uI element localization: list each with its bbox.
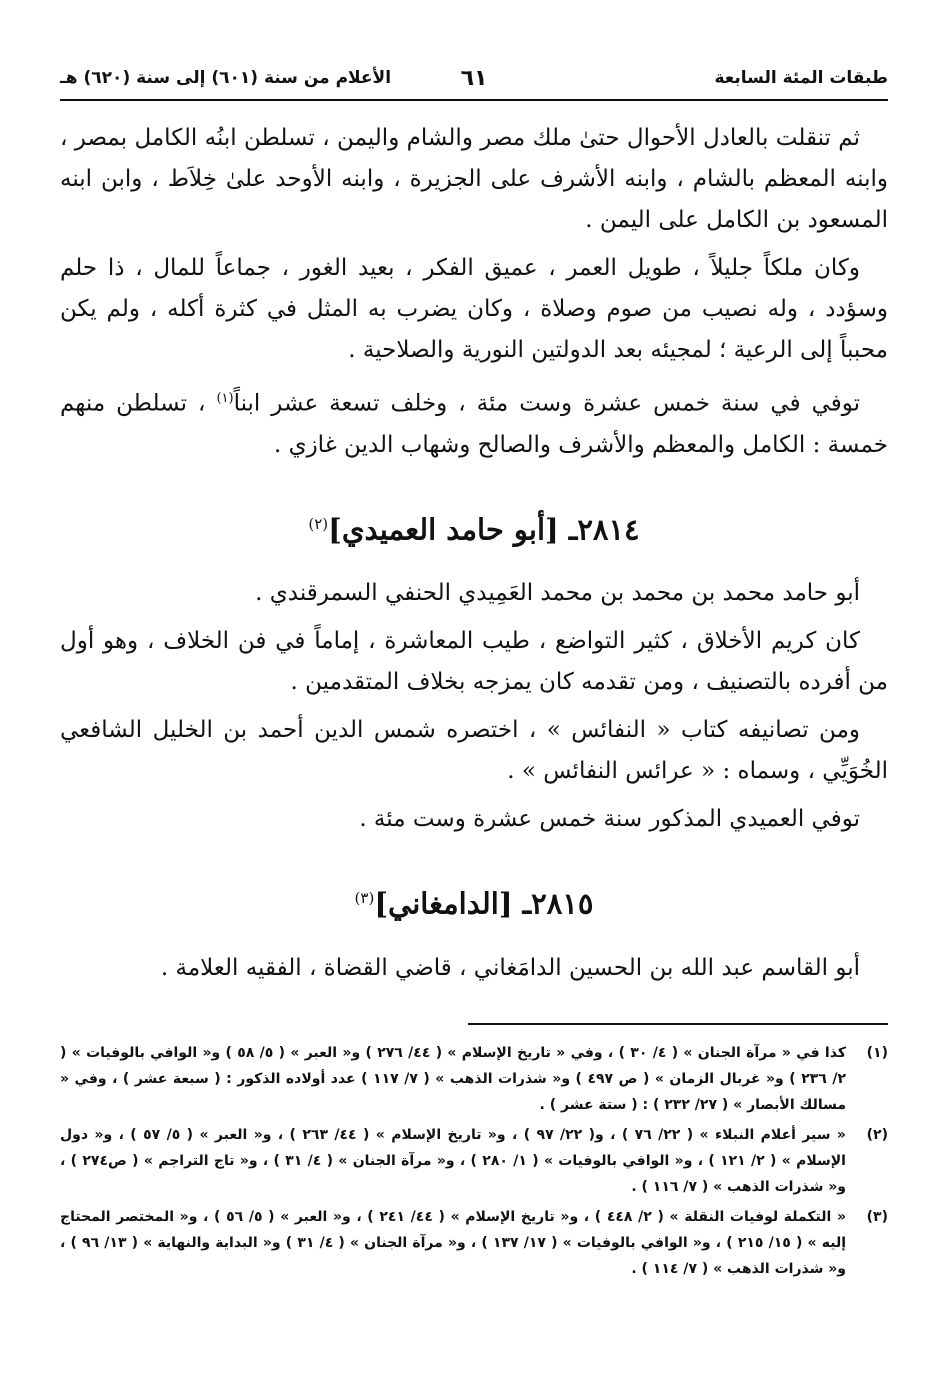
page-number: ٦١ bbox=[460, 66, 488, 91]
header-section-title: طبقات المئة السابعة bbox=[714, 68, 888, 88]
entry-title: ٢٨١٤ـ [أبو حامد العميدي] bbox=[328, 512, 640, 547]
paragraph-death bbox=[60, 378, 888, 466]
entry-title: ٢٨١٥ـ [الدامغاني] bbox=[374, 886, 594, 921]
footnote-number: (٣) bbox=[866, 1209, 888, 1225]
footnote-2 bbox=[60, 1122, 888, 1200]
main-text bbox=[60, 118, 888, 996]
paragraph: أبو القاسم عبد الله بن الحسين الدامَغاني ، قاضي القضاة ، الفقيه العلامة . bbox=[160, 954, 860, 981]
footnote-ref-3: (٣) bbox=[354, 889, 375, 908]
footnote-number: (٢) bbox=[866, 1127, 888, 1143]
running-header bbox=[60, 62, 888, 98]
footnotes bbox=[60, 1040, 888, 1286]
entry-heading-2815 bbox=[60, 876, 888, 926]
footnote-ref-1: (١) bbox=[216, 391, 234, 406]
footnote-number: (١) bbox=[866, 1045, 888, 1061]
paragraph: ومن تصانيفه كتاب « النفائس » ، اختصره شمس الدين أحمد بن الخليل الشافعي الخُوَيِّي ، وسماه : « عرائس النفائس » . bbox=[60, 717, 888, 785]
footnote-divider bbox=[468, 1023, 888, 1025]
footnote-text: « سير أعلام النبلاء » ( ٢٢/ ٧٦ ) ، و( ٢٢/ ٩٧ ) ، و« تاريخ الإسلام » ( ٤٤/ ٢٦٣ ) ، و« العبر » ( ٥/ ٥٧ ) ، و« دول الإسلام » ( ٢/ ١٢١ ) ، و« الوافي بالوفيات » ( ١/ ٢٨٠ ) ، و« مرآة الجنان » ( ٤/ ٣١ ) ، و« تاج التراجم » ( ص٢٧٤ ) ، و« شذرات الذهب » ( ٧/ ١١٦ ) . bbox=[60, 1127, 846, 1195]
header-year-range: الأعلام من سنة (٦٠١) إلى سنة (٦٢٠) هـ bbox=[60, 68, 392, 88]
paragraph: ثم تنقلت بالعادل الأحوال حتىٰ ملك مصر والشام واليمن ، تسلطن ابنُه الكامل بمصر ، وابنه المعظم بالشام ، وابنه الأشرف على الجزيرة ، وابنه الأوحد علىٰ خِلاَط ، وابن ابنه المسعود بن الكامل على اليمن . bbox=[60, 125, 888, 233]
entry-heading-2814 bbox=[60, 502, 888, 552]
paragraph-text: توفي في سنة خمس عشرة وست مئة ، وخلف تسعة عشر ابناً bbox=[233, 390, 861, 417]
paragraph: أبو حامد محمد بن محمد بن محمد العَمِيدي الحنفي السمرقندي . bbox=[255, 580, 860, 607]
footnote-1 bbox=[60, 1040, 888, 1118]
paragraph: توفي العميدي المذكور سنة خمس عشرة وست مئة . bbox=[359, 806, 860, 833]
footnote-ref-2: (٢) bbox=[308, 514, 329, 533]
paragraph-text: ، تسلطن منهم خمسة : الكامل والمعظم والأشرف والصالح وشهاب الدين غازي . bbox=[60, 390, 888, 458]
paragraph: وكان ملكاً جليلاً ، طويل العمر ، عميق الفكر ، بعيد الغور ، جماعاً للمال ، ذا حلم وسؤدد ، وله نصيب من صوم وصلاة ، وكان يضرب به المثل في كثرة أكله ، ولم يكن محبباً إلى الرعية ؛ لمجيئه بعد الدولتين النورية والصلاحية . bbox=[60, 255, 888, 363]
footnote-3 bbox=[60, 1204, 888, 1282]
footnote-text: « التكملة لوفيات النقلة » ( ٢/ ٤٤٨ ) ، و« تاريخ الإسلام » ( ٤٤/ ٢٤١ ) ، و« العبر » ( ٥/ ٥٦ ) ، و« المختصر المحتاج إليه » ( ١٥/ ٢١٥ ) ، و« الوافي بالوفيات » ( ١٧/ ١٣٧ ) ، و« مرآة الجنان » ( ٤/ ٣١ ) و« البداية والنهاية » ( ١٣/ ٩٦ ) ، و« شذرات الذهب » ( ٧/ ١١٤ ) . bbox=[60, 1209, 847, 1277]
footnote-text: كذا في « مرآة الجنان » ( ٤/ ٣٠ ) ، وفي « تاريخ الإسلام » ( ٤٤/ ٢٧٦ ) و« العبر » ( ٥/ ٥٨ ) و« الوافي بالوفيات » ( ٢/ ٢٣٦ ) و« غربال الزمان » ( ص ٤٩٧ ) و« شذرات الذهب » ( ٧/ ١١٧ ) عدد أولاده الذكور : ( سبعة عشر ) ، وفي « مسالك الأبصار » ( ٢٧/ ٢٣٢ ) : ( ستة عشر ) . bbox=[60, 1045, 846, 1113]
header-divider bbox=[60, 99, 888, 101]
paragraph: كان كريم الأخلاق ، كثير التواضع ، طيب المعاشرة ، إماماً في فن الخلاف ، وهو أول من أفرده بالتصنيف ، ومن تقدمه كان يمزجه بخلاف المتقدمين . bbox=[60, 628, 888, 696]
